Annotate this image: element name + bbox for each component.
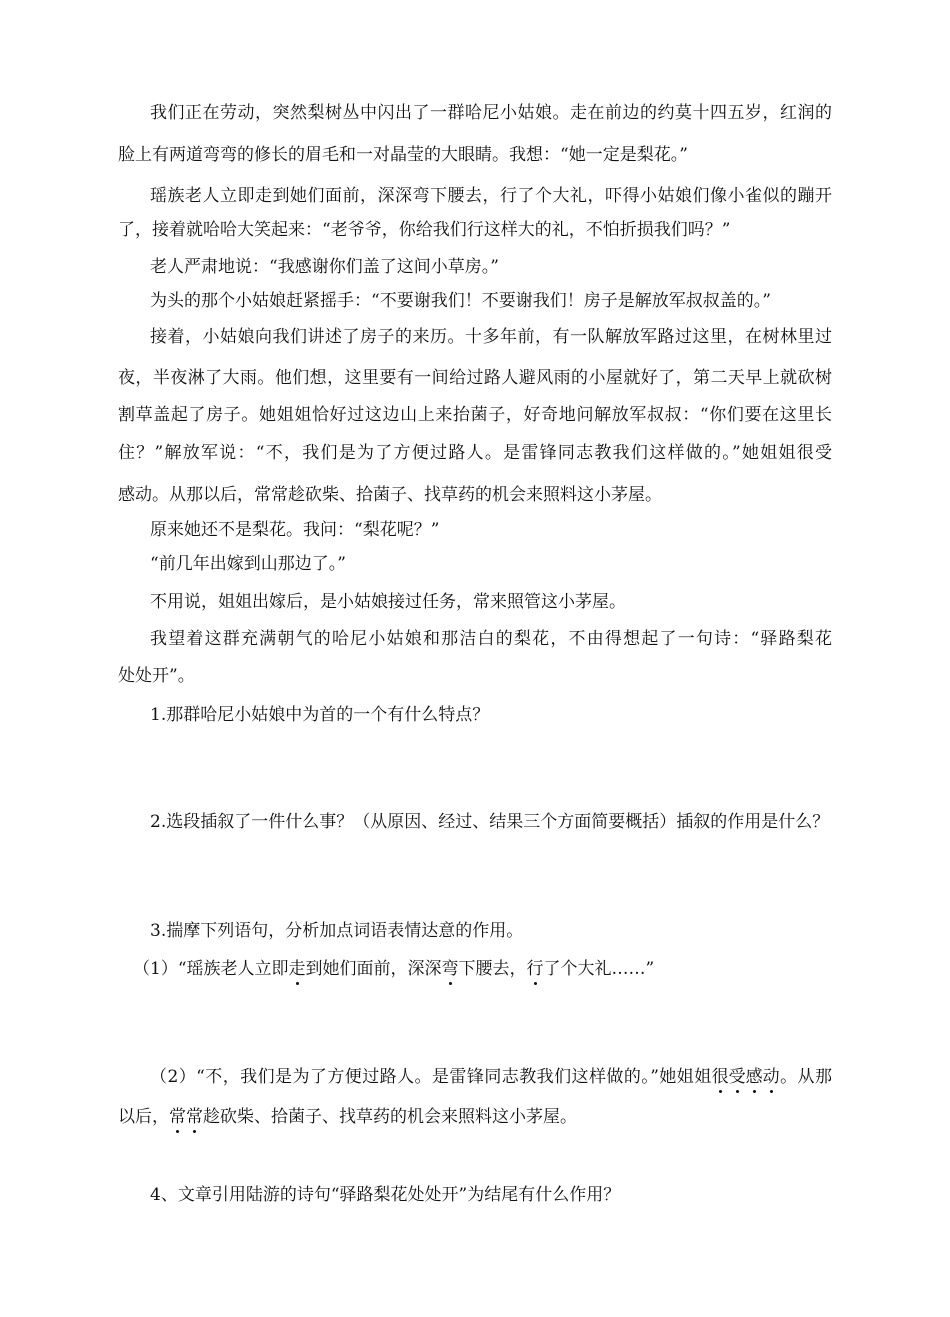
text-segment: 以后， bbox=[118, 1107, 169, 1127]
emphasis-dot-word: 受 bbox=[728, 1067, 746, 1087]
emphasis-dot-word: 感 bbox=[745, 1067, 763, 1087]
paragraph-line: 感动。从那以后，常常趁砍柴、拾菌子、找草药的机会来照料这小茅屋。 bbox=[118, 485, 662, 505]
paragraph-line: “前几年出嫁到山那边了。” bbox=[150, 554, 346, 574]
paragraph-line: 割草盖起了房子。她姐姐恰好过这边山上来抬菌子，好奇地问解放军叔叔：“你们要在这里长 bbox=[118, 405, 832, 425]
text-segment: 。从那 bbox=[779, 1067, 832, 1087]
emphasis-dot-word: 常 bbox=[186, 1107, 203, 1127]
question-2: 2.选段插叙了一件什么事？（从原因、经过、结果三个方面简要概括）插叙的作用是什么？ bbox=[150, 812, 830, 832]
paragraph-line: 我望着这群充满朝气的哈尼小姑娘和那洁白的梨花，不由得想起了一句诗：“驿路梨花 bbox=[150, 629, 832, 649]
paragraph-line: 脸上有两道弯弯的修长的眉毛和一对晶莹的大眼睛。我想：“她一定是梨花。” bbox=[118, 145, 688, 165]
text-segment: 下腰去， bbox=[458, 959, 527, 979]
emphasis-dot-word: 动 bbox=[762, 1067, 780, 1087]
question-1: 1.那群哈尼小姑娘中为首的一个有什么特点？ bbox=[150, 705, 490, 725]
paragraph-line: 夜，半夜淋了大雨。他们想，这里要有一间给过路人避风雨的小屋就好了，第二天早上就砍树 bbox=[118, 368, 832, 388]
emphasis-dot-word: 很 bbox=[711, 1067, 729, 1087]
question-3: 3.揣摩下列语句，分析加点词语表情达意的作用。 bbox=[150, 921, 524, 941]
paragraph-line: 住？”解放军说：“不，我们是为了方便过路人。是雷锋同志教我们这样做的。”她姐姐很受 bbox=[118, 443, 832, 463]
paragraph-line: 不用说，姐姐出嫁后，是小姑娘接过任务，常来照管这小茅屋。 bbox=[150, 592, 626, 612]
paragraph-line: 原来她还不是梨花。我问：“梨花呢？” bbox=[150, 520, 440, 540]
question-3-item-1 bbox=[133, 959, 654, 979]
emphasis-dot-word: 常 bbox=[169, 1107, 186, 1127]
question-3-item-2-line-2 bbox=[118, 1107, 577, 1127]
text-segment: （2）“不，我们是为了方便过路人。是雷锋同志教我们这样做的。”她姐姐 bbox=[150, 1067, 712, 1087]
question-4: 4、文章引用陆游的诗句“驿路梨花处处开”为结尾有什么作用？ bbox=[150, 1185, 621, 1205]
paragraph-line: 老人严肃地说：“我感谢你们盖了这间小草房。” bbox=[150, 257, 499, 277]
text-segment: （1）“瑶族老人立即 bbox=[133, 959, 289, 979]
text-segment: 到她们面前，深深 bbox=[305, 959, 442, 979]
paragraph-line: 我们正在劳动，突然梨树丛中闪出了一群哈尼小姑娘。走在前边的约莫十四五岁，红润的 bbox=[150, 103, 832, 123]
paragraph-line: 为头的那个小姑娘赶紧摇手：“不要谢我们！不要谢我们！房子是解放军叔叔盖的。” bbox=[150, 291, 771, 311]
emphasis-dot-word: 走 bbox=[288, 959, 306, 979]
text-segment: 了个大礼……” bbox=[543, 959, 655, 979]
emphasis-dot-word: 弯 bbox=[441, 959, 459, 979]
paragraph-line: 瑶族老人立即走到她们面前，深深弯下腰去，行了个大礼，吓得小姑娘们像小雀似的蹦开 bbox=[150, 186, 832, 206]
paragraph-line: 接着，小姑娘向我们讲述了房子的来历。十多年前，有一队解放军路过这里，在树林里过 bbox=[150, 327, 832, 347]
emphasis-dot-word: 行 bbox=[526, 959, 544, 979]
paragraph-line: 处处开”。 bbox=[118, 666, 195, 686]
paragraph-line: 了，接着就哈哈大笑起来：“老爷爷，你给我们行这样大的礼，不怕折损我们吗？” bbox=[118, 220, 731, 240]
question-3-item-2-line-1 bbox=[150, 1067, 832, 1087]
text-segment: 趁砍柴、拾菌子、找草药的机会来照料这小茅屋。 bbox=[203, 1107, 577, 1127]
